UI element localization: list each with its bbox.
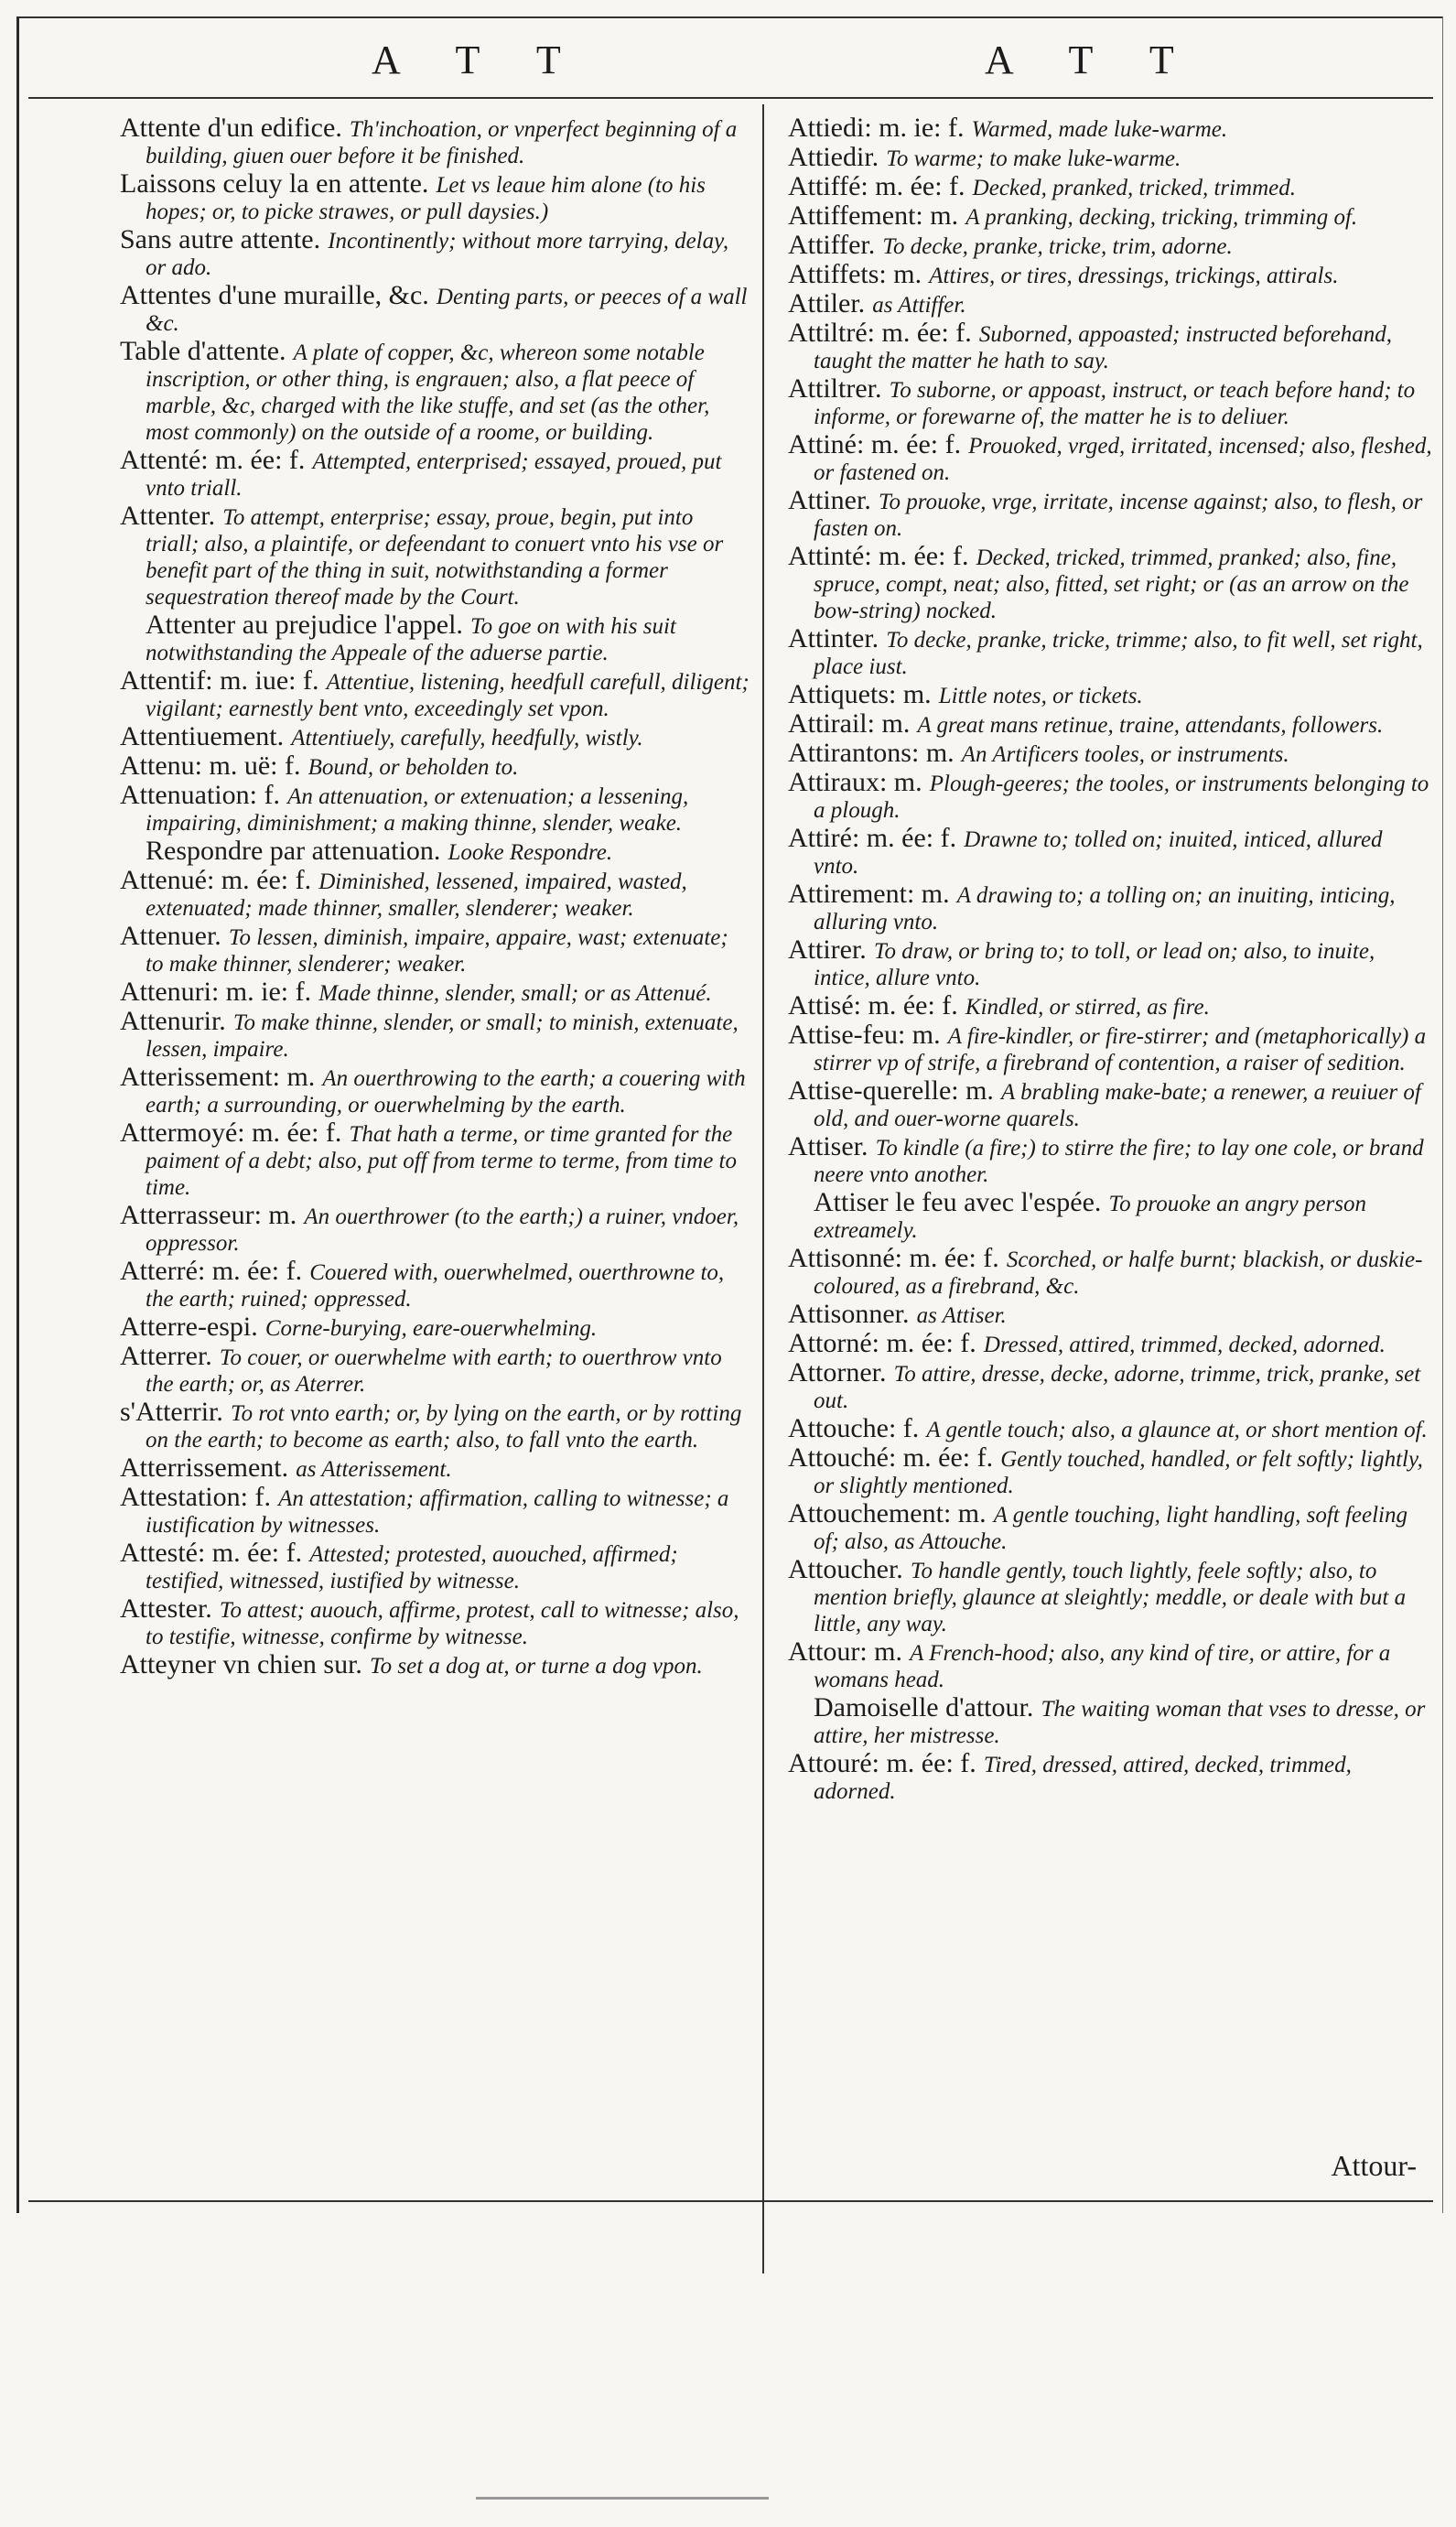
dictionary-entry (120, 445, 751, 502)
dictionary-page (16, 16, 1443, 2213)
dictionary-entry (120, 865, 751, 922)
entry-translation: Decked, pranked, tricked, trimmed. (972, 176, 1297, 200)
entry-translation: Corne-burying, eare-ouerwhelming. (264, 1316, 598, 1341)
entry-translation: To set a dog at, or turne a dog vpon. (370, 1654, 703, 1679)
entry-headword: Sans autre attente. (120, 224, 321, 254)
entry-translation: Looke Respondre. (448, 840, 613, 865)
dictionary-entry (120, 838, 751, 866)
entry-headword: Atterrer. (120, 1341, 212, 1371)
entry-headword: Attenté: m. ée: f. (120, 445, 306, 475)
entry-translation: Attires, or tires, dressings, trickings, attirals. (929, 264, 1339, 288)
entry-translation: A French-hood; also, any kind of tire, or attire, for a womans head. (814, 1641, 1391, 1692)
entry-translation: Tired, dressed, attired, decked, trimmed, adorned. (814, 1753, 1352, 1804)
entry-headword: Attenuation: f. (120, 780, 280, 810)
entry-headword: Attiné: m. ée: f. (788, 429, 962, 459)
dictionary-entry (788, 1187, 1433, 1244)
dictionary-entry (120, 168, 751, 225)
dictionary-entry (788, 1498, 1433, 1555)
entry-headword: Attisonner. (788, 1299, 910, 1329)
entry-translation: Attested; protested, auouched, affirmed; testified, witnessed, iustified by witnesse. (146, 1542, 678, 1593)
entry-translation: Attentiuely, carefully, heedfully, wistly. (291, 726, 643, 751)
entry-translation: A drawing to; a tolling on; an inuiting, inticing, alluring vnto. (814, 883, 1396, 934)
entry-translation: as Atterissement. (296, 1457, 452, 1482)
dictionary-entry (120, 979, 751, 1007)
entry-translation: Attentiue, listening, heedfull carefull, diligent; vigilant; earnestly bent vnto, exceedingly set vpon. (146, 670, 750, 721)
entry-headword: Atterrissement. (120, 1452, 289, 1483)
entry-translation: A gentle touch; also, a glaunce at, or short mention of. (926, 1418, 1428, 1442)
entry-headword: Attirail: m. (788, 708, 911, 739)
entry-translation: An attenuation, or extenuation; a lessening, impairing, diminishment; a making thinne, slender, weake. (146, 784, 689, 836)
entry-translation: A brabling make-bate; a renewer, a reuiuer of old, and ouer-worne quarels. (814, 1080, 1421, 1131)
dictionary-entry (120, 503, 751, 610)
catchword: Attour- (1331, 2149, 1417, 2182)
dictionary-entry (120, 1200, 751, 1257)
entry-translation: Kindled, or stirred, as fire. (965, 995, 1210, 1020)
dictionary-entry (120, 1314, 751, 1342)
entry-headword: Attiré: m. ée: f. (788, 823, 957, 853)
dictionary-entry (788, 934, 1433, 991)
entry-translation: Couered with, ouerwhelmed, ouerthrowne to, the earth; ruined; oppressed. (146, 1260, 725, 1312)
dictionary-entry (120, 336, 751, 446)
column-separator (762, 104, 764, 2273)
entry-translation: To goe on with his suit notwithstanding the Appeale of the aduerse partie. (146, 614, 676, 665)
dictionary-entry (788, 881, 1433, 935)
entry-translation: To handle gently, touch lightly, feele softly; also, to mention briefly, glaunce at sleightly; meddle, or deale with but a little, any way. (814, 1559, 1407, 1636)
entry-translation: To rot vnto earth; or, by lying on the earth, or by rotting on the earth; to become as earth; also, to fall vnto the earth. (146, 1401, 742, 1452)
dictionary-entry (120, 665, 751, 722)
entry-translation: Decked, tricked, trimmed, pranked; also, fine, spruce, compt, neat; also, fitted, set right; or (as an arrow on the bow-string) nocked. (814, 545, 1409, 623)
dictionary-entry (120, 115, 751, 169)
entry-headword: Attermoyé: m. ée: f. (120, 1118, 342, 1148)
entry-translation: Little notes, or tickets. (938, 684, 1143, 708)
scan-artifact-line (476, 2497, 769, 2500)
entry-headword: Respondre par attenuation. (146, 836, 441, 866)
entry-headword: Attoucher. (788, 1554, 903, 1584)
dictionary-entry (120, 780, 751, 837)
entry-translation: The waiting woman that vses to dresse, or attire, her mistresse. (814, 1697, 1426, 1748)
entry-headword: Attiffets: m. (788, 259, 922, 289)
entry-headword: Laissons celuy la en attente. (120, 168, 429, 199)
header-rule (28, 97, 1433, 99)
entry-translation: An ouerthrower (to the earth;) a ruiner, vndoer, oppressor. (146, 1204, 739, 1256)
entry-translation: To couer, or ouerwhelme with earth; to ouerthrow vnto the earth; or, as Aterrer. (146, 1345, 722, 1397)
entry-translation: An ouerthrowing to the earth; a couering with earth; a surrounding, or ouerwhelming by the earth. (146, 1066, 746, 1118)
entry-headword: Attestation: f. (120, 1482, 271, 1512)
dictionary-entry (788, 1442, 1433, 1499)
entry-headword: Attouche: f. (788, 1413, 920, 1443)
entry-headword: Atterrasseur: m. (120, 1200, 297, 1230)
entry-headword: Attouchement: m. (788, 1498, 987, 1528)
entry-translation: A plate of copper, &c, whereon some notable inscription, or other thing, is engrauen; also, a flat peece of marble, &c, charged with the like stuffe, and set (as the other, most commonly) on the outside of a roome, or building. (146, 340, 710, 445)
entry-translation: To attire, dresse, decke, adorne, trimme, trick, pranke, set out. (814, 1362, 1421, 1413)
entry-translation: An Artificers tooles, or instruments. (961, 742, 1289, 767)
entry-headword: Attiltrer. (788, 373, 882, 404)
entry-headword: Attiler. (788, 288, 866, 319)
entry-headword: Attisonné: m. ée: f. (788, 1243, 999, 1273)
dictionary-entry (788, 232, 1433, 260)
entry-headword: Attiner. (788, 485, 871, 515)
entry-translation: Diminished, lessened, impaired, wasted, extenuated; made thinner, smaller, slenderer; weaker. (146, 869, 687, 921)
entry-headword: Attiedi: m. ie: f. (788, 113, 965, 143)
dictionary-entry (788, 1413, 1433, 1443)
dictionary-entry (788, 823, 1433, 880)
entry-headword: Damoiselle d'attour. (814, 1692, 1034, 1722)
entry-headword: Attiedir. (788, 142, 879, 172)
entry-headword: Attenter. (120, 501, 216, 531)
dictionary-entry (788, 115, 1433, 143)
entry-headword: Attiser. (788, 1131, 868, 1161)
dictionary-entry (120, 1452, 751, 1483)
dictionary-entry (120, 1540, 751, 1594)
entry-headword: Attorné: m. ée: f. (788, 1328, 976, 1358)
entry-translation: An attestation; affirmation, calling to witnesse; a iustification by witnesses. (146, 1486, 729, 1538)
dictionary-entry (120, 1593, 751, 1650)
entry-headword: Attiffer. (788, 230, 876, 260)
entry-headword: Table d'attente. (120, 336, 286, 366)
entry-translation: To draw, or bring to; to toll, or lead on; also, to inuite, intice, allure vnto. (814, 939, 1375, 990)
entry-headword: Atterré: m. ée: f. (120, 1256, 303, 1286)
dictionary-entry (788, 1075, 1433, 1132)
entry-headword: Attentes d'une muraille, &c. (120, 280, 429, 310)
entry-headword: Attouré: m. ée: f. (788, 1748, 976, 1778)
entry-headword: Attiraux: m. (788, 767, 922, 797)
entry-headword: Attesté: m. ée: f. (120, 1538, 303, 1568)
entry-headword: Attirement: m. (788, 879, 950, 909)
entry-headword: Attenurir. (120, 1006, 226, 1036)
entry-translation: To suborne, or appoast, instruct, or teach before hand; to informe, or forewarne of, the matter he is to deliuer. (814, 378, 1416, 429)
entry-translation: Attempted, enterprised; essayed, proued, put vnto triall. (146, 449, 722, 501)
entry-headword: Attenter au prejudice l'appel. (146, 610, 463, 640)
header-left: A T T (372, 38, 585, 82)
dictionary-entry (120, 1064, 751, 1118)
entry-headword: Attinter. (788, 623, 879, 653)
entry-translation: To attest; auouch, affirme, protest, call to witnesse; also, to testifie, witnesse, confirme by witnesse. (146, 1598, 739, 1649)
dictionary-entry (788, 1636, 1433, 1693)
entry-translation: Plough-geeres; the tooles, or instruments belonging to a plough. (814, 772, 1429, 823)
entry-translation: as Attiser. (916, 1303, 1007, 1328)
entry-translation: To warme; to make luke-warme. (886, 146, 1181, 171)
dictionary-entry (788, 708, 1433, 739)
entry-headword: Attorner. (788, 1357, 887, 1388)
entry-headword: Atteyner vn chien sur. (120, 1649, 362, 1679)
dictionary-entry (120, 1258, 751, 1312)
entry-headword: Attise-feu: m. (788, 1020, 941, 1050)
entry-headword: Attiffé: m. ée: f. (788, 171, 965, 201)
dictionary-entry (788, 767, 1433, 824)
dictionary-entry (788, 541, 1433, 624)
dictionary-entry (120, 1120, 751, 1201)
entry-headword: Attirer. (788, 934, 867, 965)
dictionary-entry (788, 679, 1433, 709)
entry-translation: Made thinne, slender, small; or as Attenué. (318, 981, 712, 1006)
entry-translation: Drawne to; tolled on; inuited, inticed, allured vnto. (814, 827, 1383, 879)
dictionary-entry (788, 200, 1433, 231)
entry-headword: Attenu: m. uë: f. (120, 751, 301, 781)
entry-translation: To make thinne, slender, or small; to minish, extenuate, lessen, impaire. (146, 1010, 739, 1062)
header-right: A T T (985, 38, 1198, 82)
dictionary-entry (120, 923, 751, 977)
dictionary-entry (120, 1482, 751, 1539)
right-column (788, 115, 1433, 1807)
entry-translation: That hath a terme, or time granted for the paiment of a debt; also, put off from terme to terme, from time to time. (146, 1122, 737, 1200)
entry-translation: Gently touched, handled, or felt softly; lightly, or slightly mentioned. (814, 1447, 1423, 1498)
entry-translation: Suborned, appoasted; instructed beforehand, taught the matter he hath to say. (814, 322, 1392, 373)
entry-headword: Attenué: m. ée: f. (120, 865, 312, 895)
entry-translation: Let vs leaue him alone (to his hopes; or, to picke strawes, or pull daysies.) (146, 173, 706, 224)
entry-translation: Denting parts, or peeces of a wall &c. (146, 285, 748, 336)
entry-headword: Attentiuement. (120, 721, 285, 751)
entry-translation: Bound, or beholden to. (307, 755, 519, 780)
dictionary-entry (788, 623, 1433, 680)
entry-headword: Attiffement: m. (788, 200, 959, 231)
entry-headword: Attinté: m. ée: f. (788, 541, 969, 571)
dictionary-entry (120, 1399, 751, 1453)
dictionary-entry (120, 721, 751, 751)
dictionary-entry (120, 1341, 751, 1398)
entry-translation: Warmed, made luke-warme. (971, 117, 1228, 142)
dictionary-entry (788, 1131, 1433, 1188)
entry-translation: To kindle (a fire;) to stirre the fire; to lay one cole, or brand neere vnto another. (814, 1136, 1424, 1187)
entry-headword: Attirantons: m. (788, 738, 954, 768)
entry-headword: Attester. (120, 1593, 212, 1624)
entry-translation: Prouoked, vrged, irritated, incensed; also, fleshed, or fastened on. (814, 434, 1432, 485)
entry-headword: Attise-querelle: m. (788, 1075, 994, 1106)
dictionary-entry (788, 429, 1433, 486)
entry-translation: To attempt, enterprise; essay, proue, begin, put into triall; also, a plaintife, or defeendant to conuert vnto his vse or benefit part of the thing in suit, notwithstanding a former sequestration thereof made by the Court. (146, 505, 724, 610)
entry-headword: s'Atterrir. (120, 1397, 223, 1427)
dictionary-entry (788, 1243, 1433, 1300)
dictionary-entry (120, 280, 751, 337)
entry-headword: Attiltré: m. ée: f. (788, 318, 972, 348)
entry-translation: A pranking, decking, tricking, trimming of. (965, 205, 1358, 230)
entry-headword: Attente d'un edifice. (120, 113, 342, 143)
entry-translation: A fire-kindler, or fire-stirrer; and (metaphorically) a stirrer vp of strife, a firebrand of contention, a raiser of sedition. (814, 1024, 1427, 1075)
entry-translation: To prouoke an angry person extreamely. (814, 1192, 1367, 1243)
entry-translation: Scorched, or halfe burnt; blackish, or duskie-coloured, as a firebrand, &c. (814, 1247, 1423, 1299)
entry-headword: Attouché: m. ée: f. (788, 1442, 994, 1473)
dictionary-entry (788, 990, 1433, 1021)
entry-headword: Attenuer. (120, 921, 221, 951)
dictionary-entry (788, 1328, 1433, 1358)
dictionary-entry (788, 171, 1433, 201)
dictionary-entry (788, 288, 1433, 319)
dictionary-entry (788, 485, 1433, 542)
entry-headword: Atterissement: m. (120, 1062, 316, 1092)
entry-headword: Attiser le feu avec l'espée. (814, 1187, 1102, 1217)
dictionary-entry (788, 142, 1433, 172)
entry-translation: Dressed, attired, trimmed, decked, adorned. (983, 1333, 1386, 1357)
entry-translation: as Attiffer. (872, 293, 966, 318)
dictionary-entry (788, 1692, 1433, 1749)
entry-translation: A great mans retinue, traine, attendants, followers. (917, 713, 1384, 738)
dictionary-entry (788, 1748, 1433, 1805)
footer-rule (28, 2200, 1433, 2202)
left-column (120, 115, 751, 1681)
dictionary-entry (788, 1554, 1433, 1637)
entry-translation: To decke, pranke, tricke, trimme; also, to fit well, set right, place iust. (814, 628, 1423, 679)
dictionary-entry (120, 612, 751, 666)
entry-translation: Th'inchoation, or vnperfect beginning of a building, giuen ouer before it be finished. (146, 117, 738, 168)
dictionary-entry (788, 740, 1433, 768)
entry-translation: A gentle touching, light handling, soft feeling of; also, as Attouche. (814, 1503, 1408, 1554)
dictionary-entry (120, 224, 751, 281)
entry-headword: Attentif: m. iue: f. (120, 665, 319, 696)
dictionary-entry (788, 320, 1433, 374)
dictionary-entry (788, 1022, 1433, 1076)
entry-translation: To prouoke, vrge, irritate, incense against; also, to flesh, or fasten on. (814, 490, 1423, 541)
dictionary-entry (120, 1649, 751, 1679)
running-header (19, 16, 1442, 95)
entry-headword: Attour: m. (788, 1636, 902, 1667)
entry-translation: To lessen, diminish, impaire, appaire, wast; extenuate; to make thinner, slenderer; weaker. (146, 925, 728, 977)
entry-translation: To decke, pranke, tricke, trim, adorne. (882, 234, 1233, 259)
dictionary-entry (788, 1301, 1433, 1329)
dictionary-entry (788, 373, 1433, 430)
dictionary-entry (788, 259, 1433, 289)
dictionary-entry (788, 1357, 1433, 1414)
entry-headword: Atterre-espi. (120, 1312, 258, 1342)
dictionary-entry (120, 1006, 751, 1063)
dictionary-entry (120, 753, 751, 781)
entry-headword: Attenuri: m. ie: f. (120, 977, 312, 1007)
entry-translation: Incontinently; without more tarrying, delay, or ado. (146, 229, 729, 280)
entry-headword: Attiquets: m. (788, 679, 932, 709)
entry-headword: Attisé: m. ée: f. (788, 990, 958, 1021)
